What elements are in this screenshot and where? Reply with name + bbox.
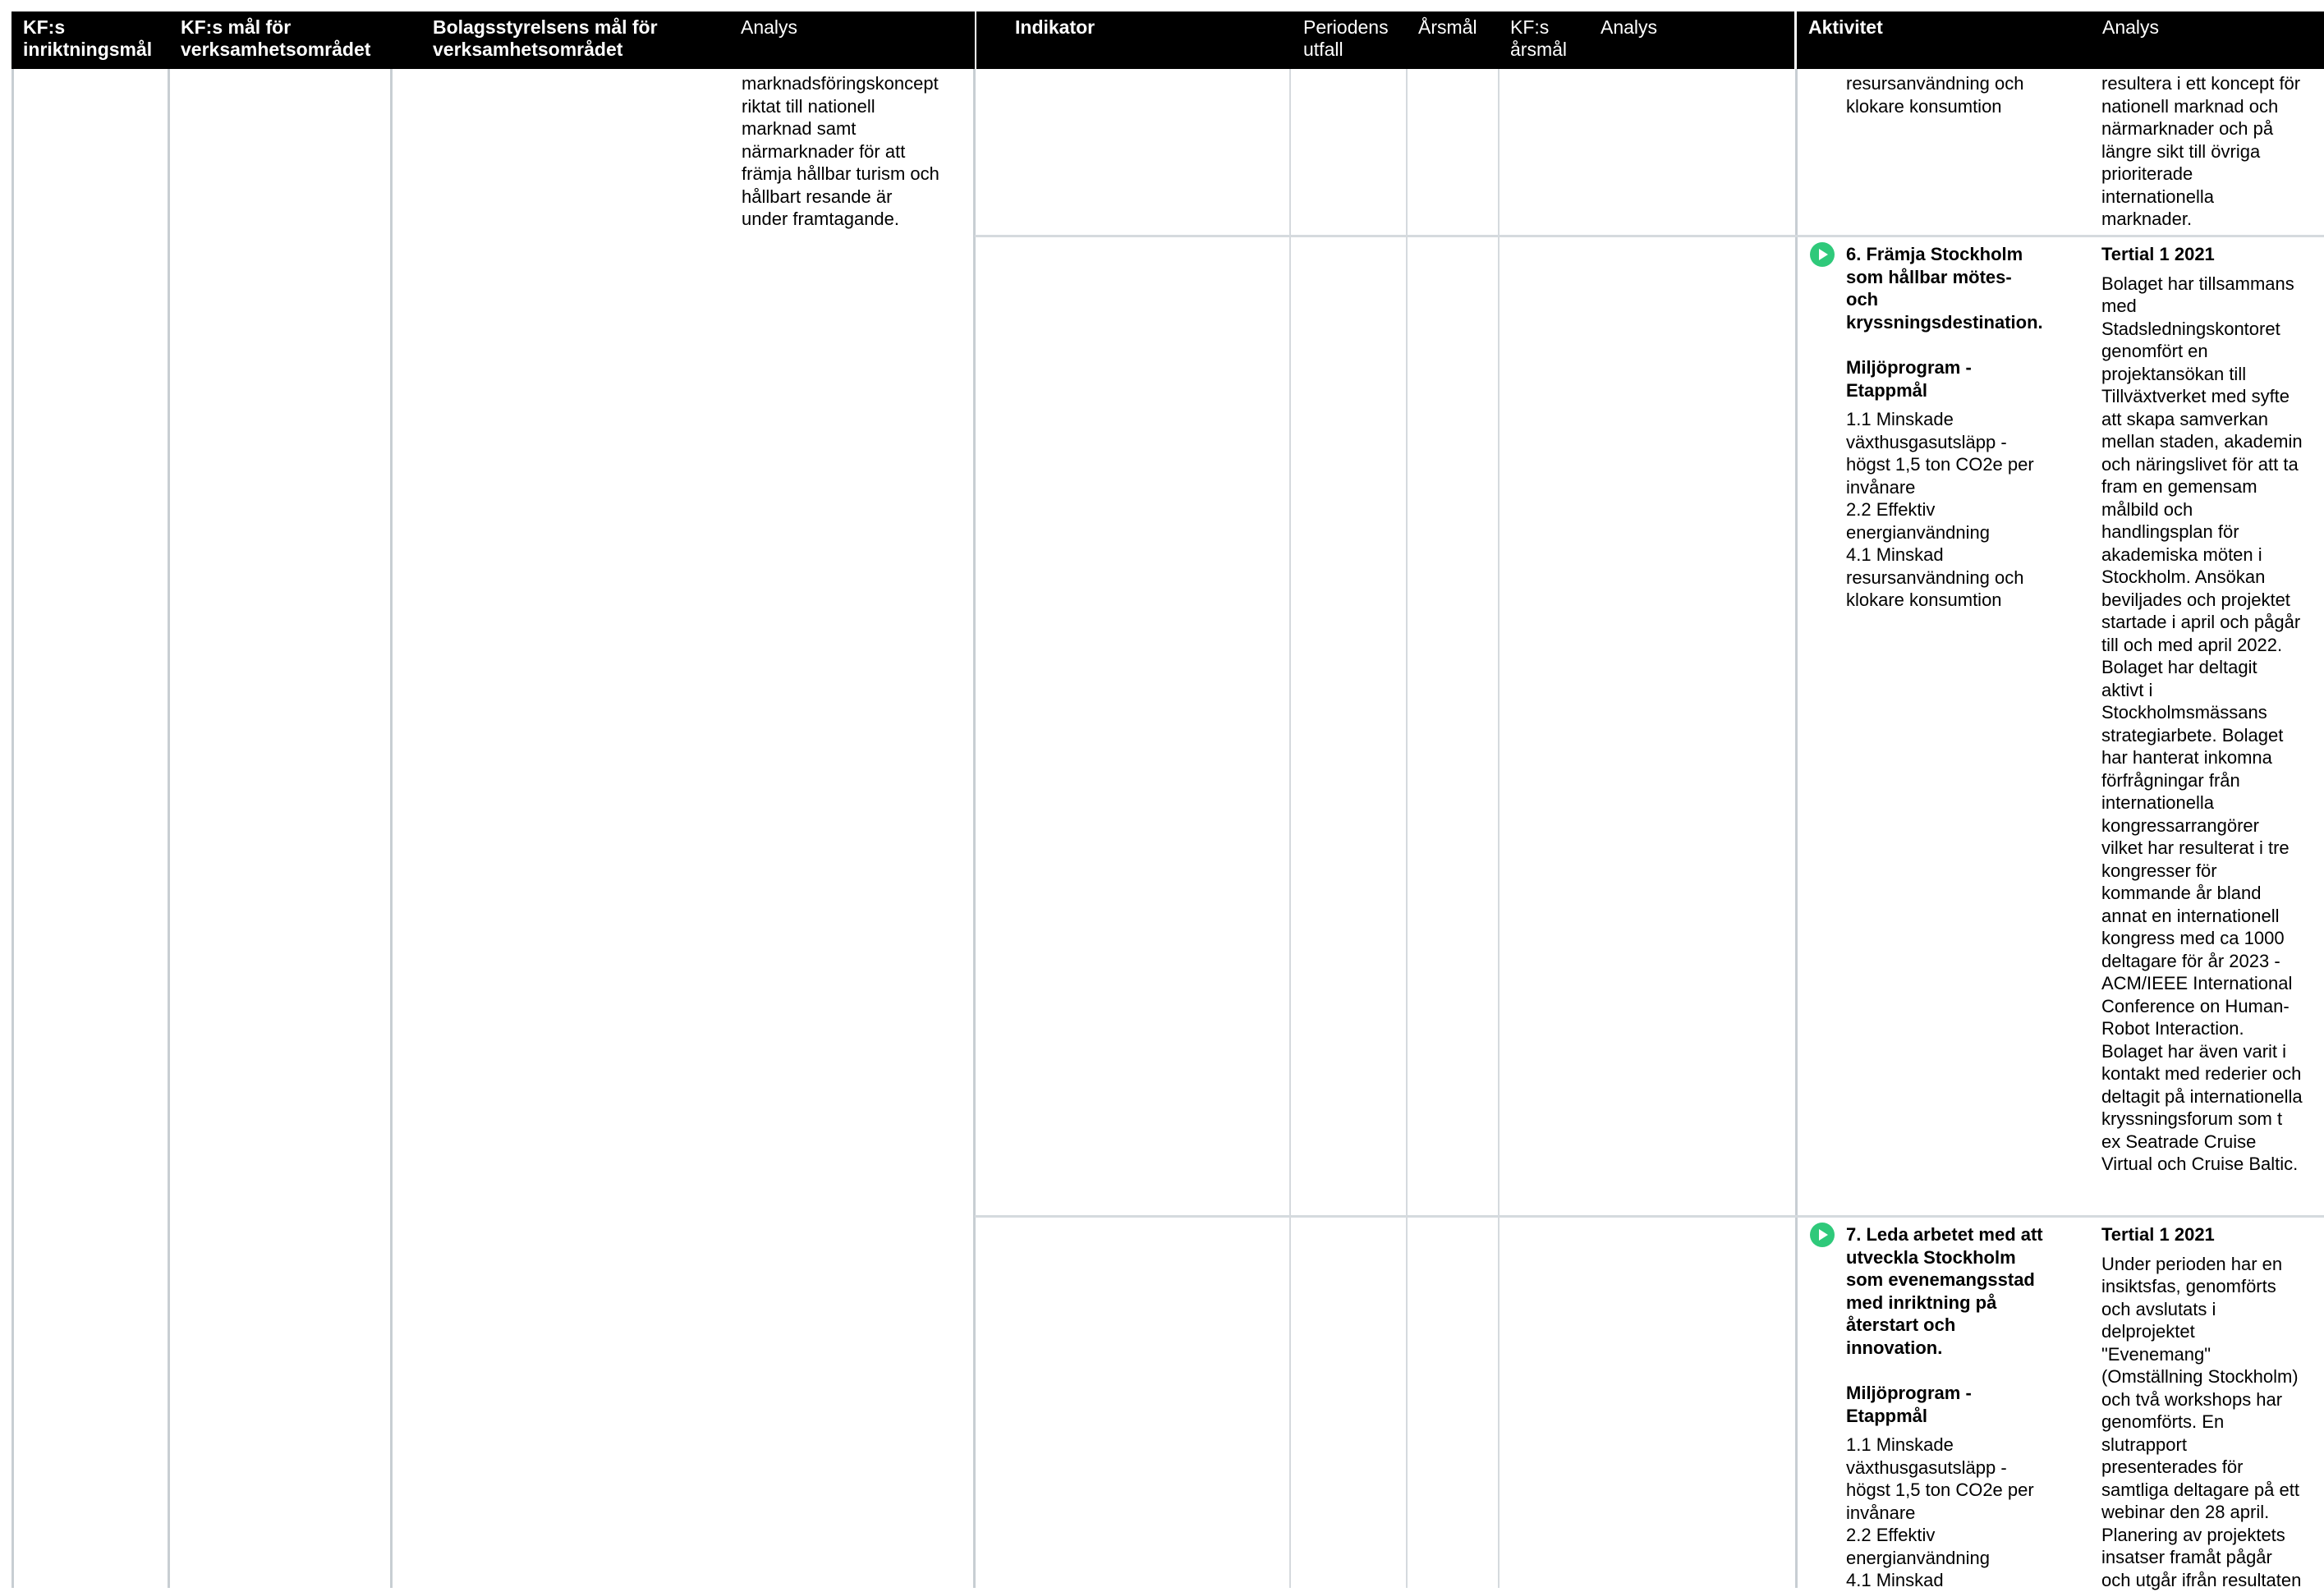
environment-goals: 1.1 Minskade växthusgasutsläpp - högst 1,5 ton CO2e per invånare 2.2 Effektiv energianvändning 4.1 Minskad (1846, 1434, 2034, 1590)
environment-goals: 1.1 Minskade växthusgasutsläpp - högst 1,5 ton CO2e per invånare 2.2 Effektiv energianvändning 4.1 Minskad resursanvändning och klokare konsumtion (1846, 409, 2034, 610)
column-rule (1795, 69, 1798, 1588)
row-separator (975, 235, 2324, 237)
header-aktivitet: Aktivitet (1808, 16, 1883, 38)
activity-title: 6. Främja Stockholm som hållbar mötes- och kryssningsdestination. (1846, 244, 2043, 333)
activity-6 (1846, 243, 2068, 612)
column-rule (973, 69, 976, 1588)
environment-program-heading: Miljöprogram - Etappmål (1846, 357, 1972, 401)
header-kf-inriktningsmal: KF:s inriktningsmål (23, 16, 153, 60)
status-on-track-icon (1810, 242, 1835, 267)
table-header-middle (976, 11, 1794, 69)
environment-program-heading: Miljöprogram - Etappmål (1846, 1383, 1972, 1426)
column-rule (11, 69, 14, 1588)
header-kfs-arsmal: KF:s årsmål (1510, 16, 1568, 60)
activity-6-analysis (2101, 243, 2323, 1176)
header-kf-mal: KF:s mål för verksamhetsområdet (181, 16, 371, 60)
analysis-period: Tertial 1 2021 (2101, 1224, 2215, 1245)
column-rule-thin (1498, 69, 1500, 1588)
column-rule (168, 69, 170, 1588)
header-indikator: Indikator (1015, 16, 1095, 38)
board-analysis-text: marknadsföringskoncept riktat till nationell marknad samt närmarknader för att främja hållbar turism och hållbart resande är under framtagande. (742, 73, 939, 229)
header-arsmal: Årsmål (1418, 16, 1477, 38)
header-bolagsstyrelsens-mal: Bolagsstyrelsens mål för verksamhetsområdet (433, 16, 658, 60)
row-separator (975, 1215, 2324, 1218)
activity-7-analysis (2101, 1223, 2323, 1591)
activity-continuation: resursanvändning och klokare konsumtion (1846, 73, 2024, 117)
header-analys-1: Analys (741, 16, 798, 38)
table-header-left (11, 11, 975, 69)
column-rule (390, 69, 393, 1588)
header-periodens-utfall: Periodens utfall (1303, 16, 1389, 60)
column-rule-thin (1406, 69, 1408, 1588)
status-on-track-icon (1810, 1223, 1835, 1247)
analysis-period: Tertial 1 2021 (2101, 244, 2215, 264)
header-analys-3: Analys (2102, 16, 2160, 38)
activity-title: 7. Leda arbetet med att utveckla Stockholm som evenemangsstad med inriktning på återstart och innovation. (1846, 1224, 2043, 1358)
header-analys-2: Analys (1601, 16, 1658, 38)
column-rule-thin (1289, 69, 1291, 1588)
analysis-text: Under perioden har en insiktsfas, genomförts och avslutats i delprojektet "Evenemang" (Omställning Stockholm) och två workshops har genomförts. En slutrapport presenterades för samtliga deltagare på ett webinar den 28 april. Planering av projektets insatser framåt pågår och utgår ifrån resultaten (2101, 1253, 2302, 1590)
activity-7 (1846, 1223, 2068, 1592)
table-header-right (1797, 11, 2324, 69)
analysis-text: Bolaget har tillsammans med Stadsledningskontoret genomfört en projektansökan till Tillväxtverket med syfte att skapa samverkan mellan staden, akademin och näringslivet för att ta fram en gemensam målbild och handlingsplan för akademiska möten i Stockholm. Ansökan beviljades och projektet startade i april och pågår till och med april 2022. Bolaget har deltagit aktivt i Stockholmsmässans strategiarbete. Bolaget har hanterat inkomna förfrågningar från internationella kongressarrangörer vilket har resulterat i tre kongresser för kommande år bland annat en internationell kongress med ca 1000 deltagare för år 2023 - ACM/IEEE International Conference on Human- Robot Interaction. Bolaget har även varit i kontakt med rederier och deltagit på internationella kryssningsforum som t ex Seatrade Cruise Virtual och Cruise Baltic. (2101, 273, 2303, 1174)
activity-analysis-continuation: resultera i ett koncept för nationell marknad och närmarknader och på längre sikt till övriga prioriterade internationella marknader. (2101, 73, 2301, 229)
